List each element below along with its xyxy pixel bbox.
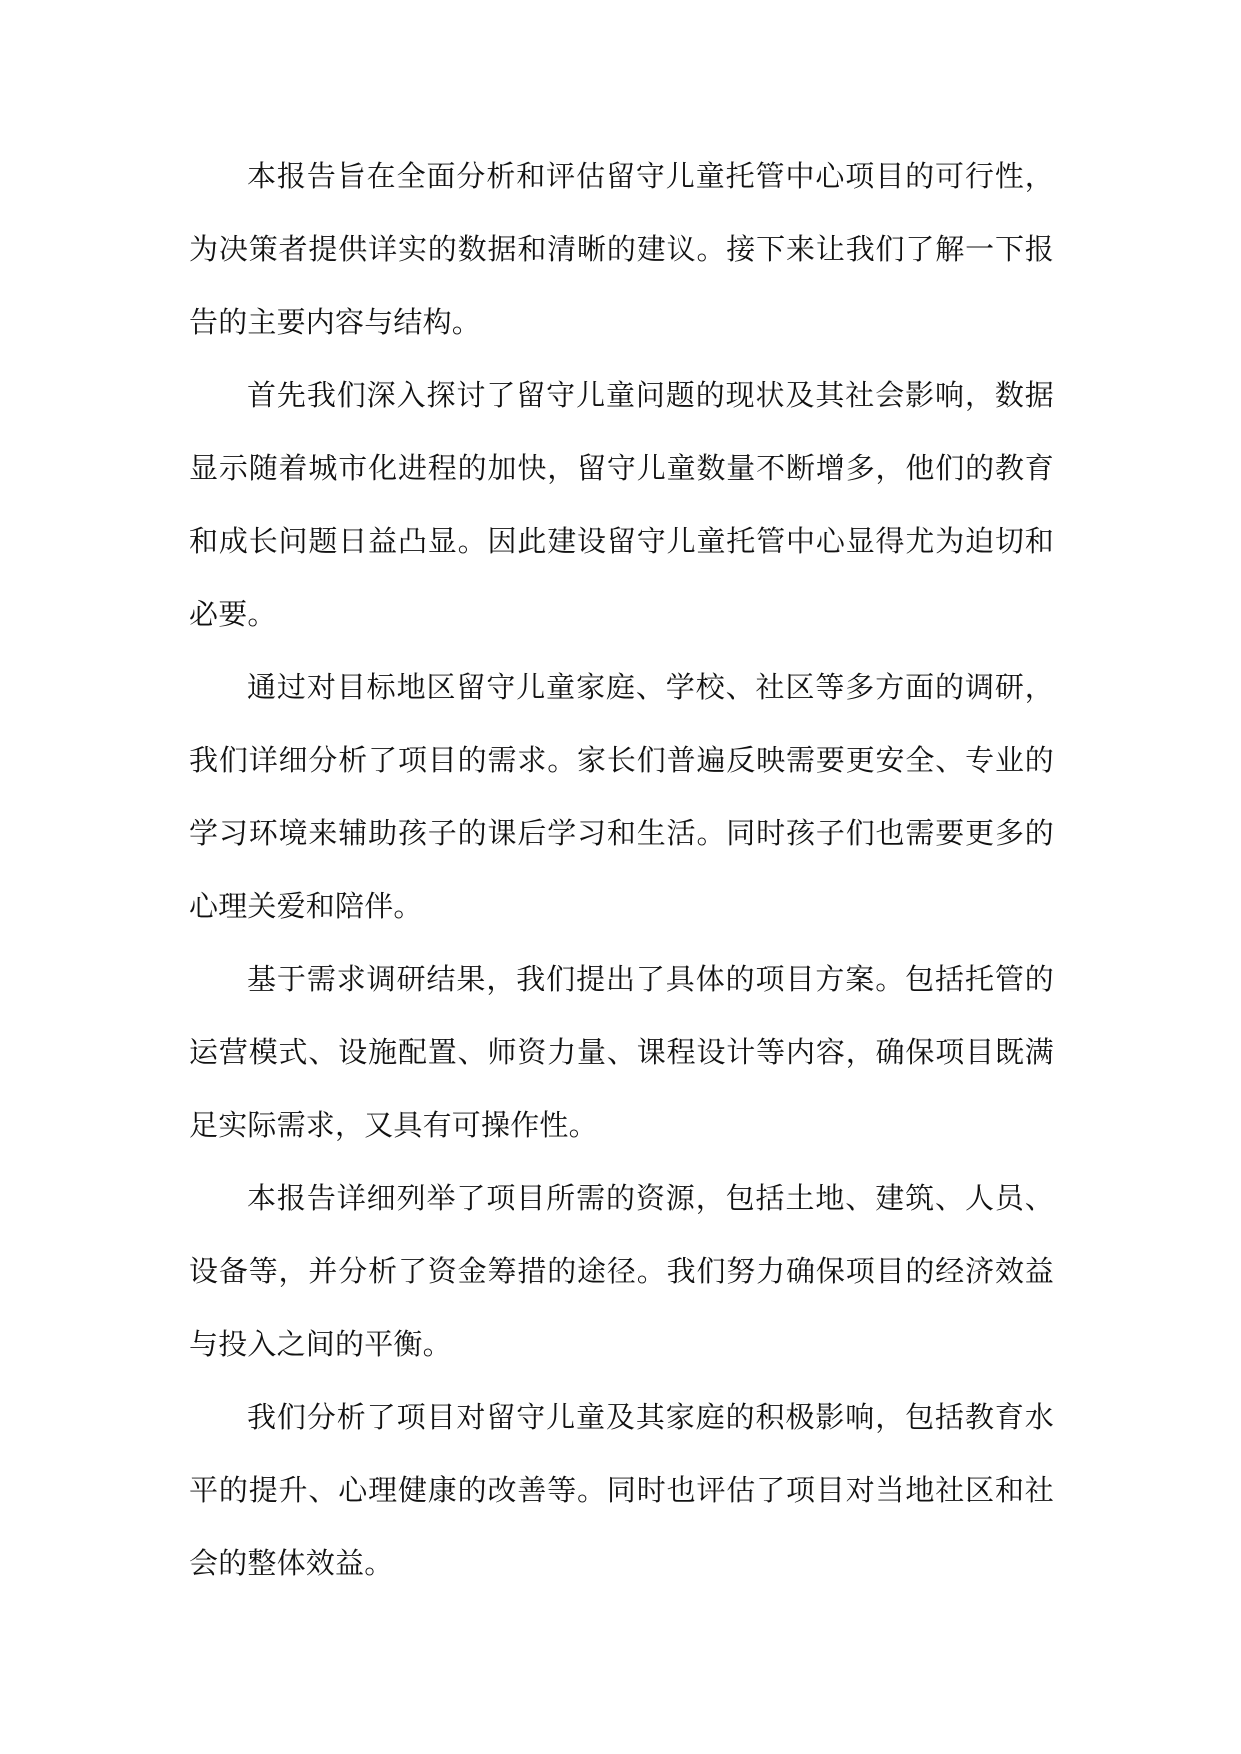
paragraph-current-situation: 首先我们深入探讨了留守儿童问题的现状及其社会影响，数据显示随着城市化进程的加快，留守儿童数量不断增多，他们的教育和成长问题日益凸显。因此建设留守儿童托管中心显得尤为迫切和必要。 — [189, 378, 1054, 631]
paragraph-project-plan: 基于需求调研结果，我们提出了具体的项目方案。包括托管的运营模式、设施配置、师资力量、课程设计等内容，确保项目既满足实际需求，又具有可操作性。 — [189, 962, 1054, 1142]
paragraph-needs-analysis: 通过对目标地区留守儿童家庭、学校、社区等多方面的调研，我们详细分析了项目的需求。家长们普遍反映需要更安全、专业的学习环境来辅助孩子的课后学习和生活。同时孩子们也需要更多的心理关爱和陪伴。 — [189, 670, 1054, 923]
paragraph-impact-assessment: 我们分析了项目对留守儿童及其家庭的积极影响，包括教育水平的提升、心理健康的改善等。同时也评估了项目对当地社区和社会的整体效益。 — [189, 1400, 1054, 1580]
paragraph-report-purpose: 本报告旨在全面分析和评估留守儿童托管中心项目的可行性，为决策者提供详实的数据和清晰的建议。接下来让我们了解一下报告的主要内容与结构。 — [189, 159, 1054, 339]
paragraph-resources-funding: 本报告详细列举了项目所需的资源，包括土地、建筑、人员、设备等，并分析了资金筹措的途径。我们努力确保项目的经济效益与投入之间的平衡。 — [189, 1181, 1054, 1361]
